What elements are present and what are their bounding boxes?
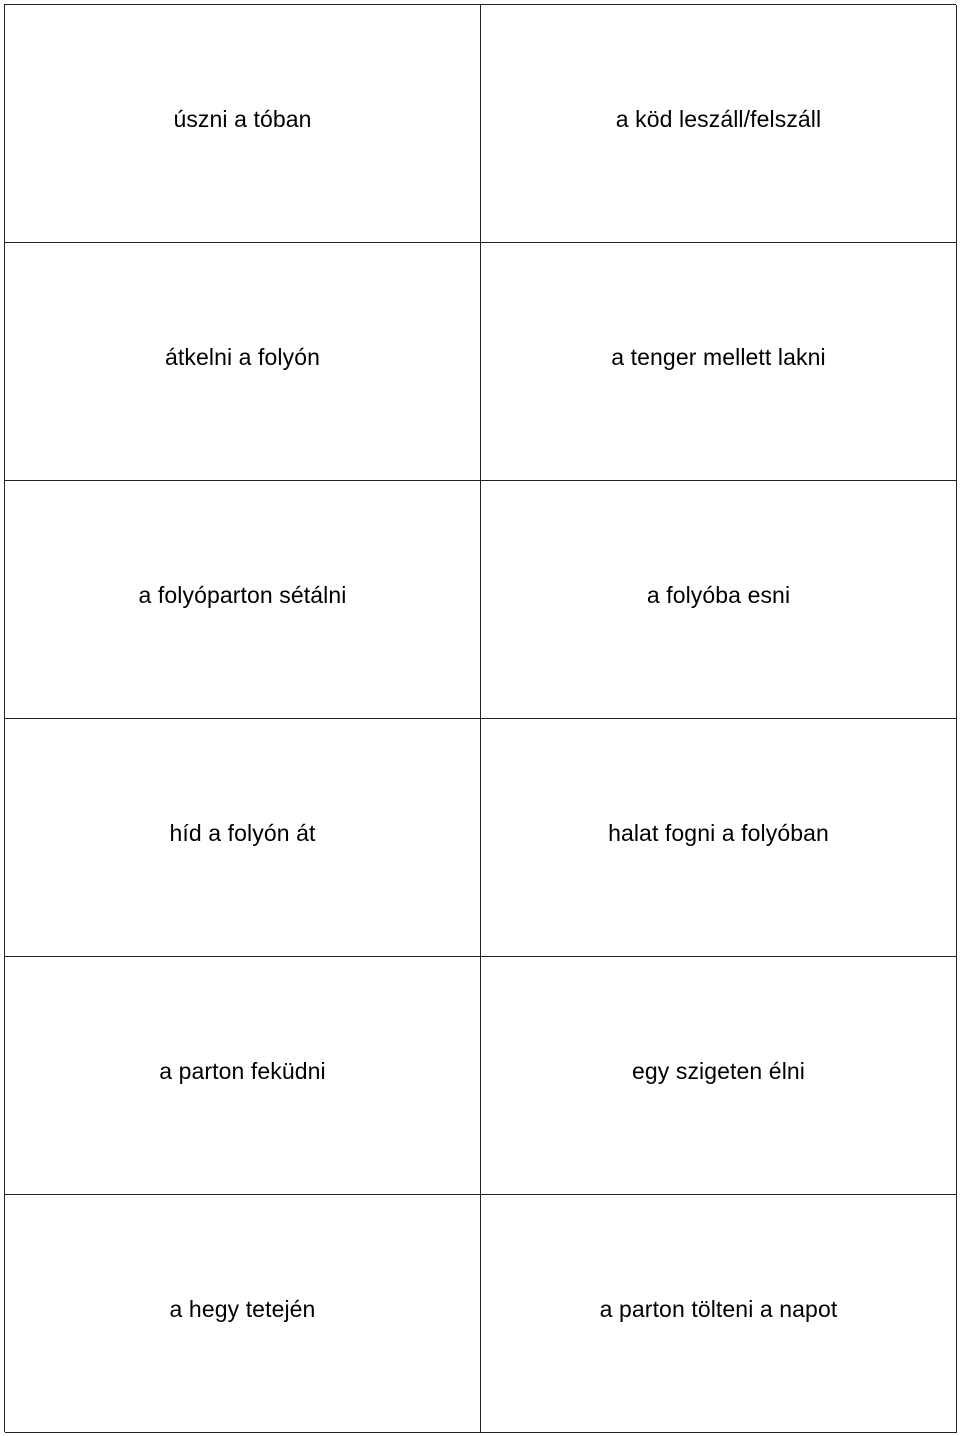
card-1 (5, 5, 481, 243)
card-text: a parton feküdni (159, 1058, 326, 1084)
card-text: a parton tölteni a napot (599, 1296, 838, 1322)
card-6 (481, 481, 957, 719)
card-3 (5, 243, 481, 481)
card-7 (5, 719, 481, 957)
card-text: átkelni a folyón (164, 344, 321, 370)
card-text: a tenger mellett lakni (611, 344, 826, 370)
card-2 (481, 5, 957, 243)
card-11 (5, 1195, 481, 1433)
card-8 (481, 719, 957, 957)
card-text: halat fogni a folyóban (608, 820, 829, 846)
card-text: a folyóparton sétálni (138, 582, 347, 608)
card-text: híd a folyón át (169, 820, 316, 846)
card-text: a köd leszáll/felszáll (615, 106, 822, 132)
card-10 (481, 957, 957, 1195)
card-4 (481, 243, 957, 481)
card-12 (481, 1195, 957, 1433)
card-5 (5, 481, 481, 719)
card-text: egy szigeten élni (631, 1058, 806, 1084)
card-9 (5, 957, 481, 1195)
card-text: a folyóba esni (646, 582, 791, 608)
card-text: a hegy tetején (169, 1296, 316, 1322)
card-text: úszni a tóban (173, 106, 312, 132)
flashcard-grid (4, 4, 956, 1432)
